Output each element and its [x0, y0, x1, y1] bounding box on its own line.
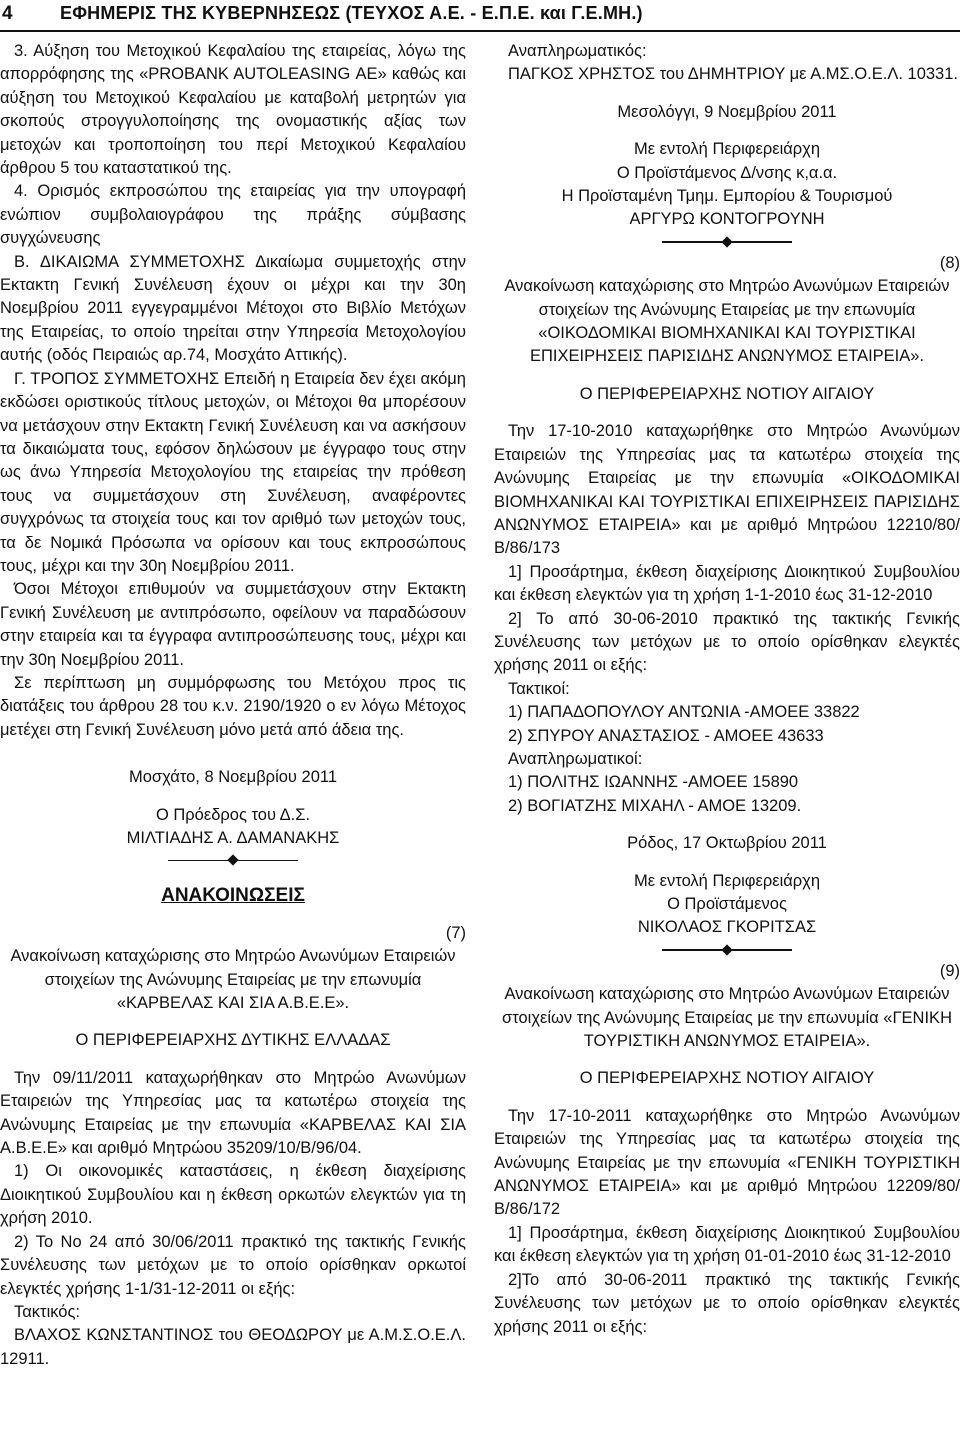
header-rule [0, 30, 960, 32]
notice-paragraph: 2) Το Νο 24 από 30/06/2011 πρακτικό της τακτικής Γενικής Συνέλευσης των μετόχων με το οποίο ορίσθηκαν ορκωτοί ελεγκτές χρήσης 1-1/31-12-2011 οι εξής: [0, 1232, 466, 1298]
page-number: 4 [2, 3, 13, 24]
notice-intro: Ανακοίνωση καταχώρισης στο Μητρώο Ανωνύμων Εταιρειών στοιχείων της Ανώνυμης Εταιρείας με την επωνυμία «ΟΙΚΟΔΟΜΙΚΑΙ ΒΙΟΜΗΧΑΝΙΚΑΙ ΚΑΙ ΤΟΥΡΙΣΤΙΚΑΙ ΕΠΙΧΕΙΡΗΣΕΙΣ ΠΑΡΙΣΙΔΗΣ ΑΝΩΝΥΜΟΣ ΕΤΑΙΡΕΙΑ». [504, 277, 950, 366]
notice-authority: Ο ΠΕΡΙΦΕΡΕΙΑΡΧΗΣ ΝΟΤΙΟΥ ΑΙΓΑΙΟΥ [579, 1069, 875, 1088]
left-column [0, 40, 466, 1371]
alternate-auditor: ΠΑΓΚΟΣ ΧΡΗΣΤΟΣ του ΔΗΜΗΤΡΙΟΥ με Α.ΜΣ.Ο.Ε.Λ. 10331. [508, 65, 958, 84]
separator-diamond [0, 850, 466, 870]
participation-method: Γ. ΤΡΟΠΟΣ ΣΥΜΜΕΤΟΧΗΣ Επειδή η Εταιρεία δεν έχει ακόμη εκδώσει οριστικούς τίτλους μετοχών, οι Μέτοχοι θα μπορέσουν να μετάσχουν στην Εκτακτη Γενική Συνέλευση και να ασκήσουν τα δικαιώματα τους, εφόσον δηλώσουν με έγγραφο τους στην ως άνω Υπηρεσία Μετοχολογίου της εταιρείας την πρόθεση τους να συμμετάσχουν στη Συνέλευση, αναφέροντες συγχρόνως τα στοιχεία τους και τον αριθμό των μετοχών τους, τα δε Νομικά Πρόσωπα να ορίσουν και τους εκπροσώπους τους, μέχρι και την 30η Νοεμβρίου 2011. [0, 369, 466, 575]
regular-auditor: 1) ΠΑΠΑΔΟΠΟΥΛΟΥ ΑΝΤΩΝΙΑ -ΑΜΟΕΕ 33822 [508, 703, 860, 722]
notice-number: (7) [445, 923, 466, 942]
signature-role: Ο Πρόεδρος του Δ.Σ. [155, 805, 311, 824]
separator-diamond [494, 232, 960, 252]
agenda-item-3: 3. Αύξηση του Μετοχικού Κεφαλαίου της εταιρείας, λόγω της απορρόφησης της «PROBANK AUTOLEASING ΑΕ» καθώς και αύξηση του Μετοχικού Κεφαλαίου με καταβολή μετρητών για σκοπούς στρογγυλοποίησης της ονομαστικής αξίας των μετοχών και τροποποίηση του περί Μετοχικού Κεφαλαίου άρθρου 5 του καταστατικού της. [0, 42, 466, 178]
gazette-title: ΕΦΗΜΕΡΙΣ ΤΗΣ ΚΥΒΕΡΝΗΣΕΩΣ (ΤΕΥΧΟΣ Α.Ε. - Ε.Π.Ε. και Γ.Ε.ΜΗ.) [60, 3, 643, 23]
participation-right: Β. ΔΙΚΑΙΩΜΑ ΣΥΜΜΕΤΟΧΗΣ Δικαίωμα συμμετοχής στην Εκτακτη Γενική Συνέλευση έχουν οι μέχρι και την 30η Νοεμβρίου 2011 εγγεγραμμένοι Μέτοχοι στο Βιβλίο Μετόχων της Εταιρείας, το οποίο τηρείται στην Υπηρεσία Μετοχολογίου αυτής (οδός Πειραιώς αρ.74, Μοσχάτο Αττικής). [0, 252, 466, 365]
notice-number: (9) [939, 961, 960, 980]
regular-auditor: ΒΛΑΧΟΣ ΚΩΝΣΤΑΝΤΙΝΟΣ του ΘΕΟΔΩΡΟΥ με Α.Μ.Σ.Ο.Ε.Λ. 12911. [0, 1326, 466, 1368]
signature-line: Η Προϊσταμένη Τμημ. Εμπορίου & Τουρισμού [561, 187, 893, 206]
agenda-item-4: 4. Ορισμός εκπροσώπου της εταιρείας για την υπογραφή ενώπιον συμβολαιογράφου της πράξης σύμβασης συγχώνευσης [0, 182, 466, 248]
alternate-auditor-label: Αναπληρωματικός: [508, 42, 647, 60]
notice-intro: Ανακοίνωση καταχώρισης στο Μητρώο Ανωνύμων Εταιρειών στοιχείων της Ανώνυμης Εταιρείας με την επωνυμία «ΚΑΡΒΕΛΑΣ ΚΑΙ ΣΙΑ Α.Β.Ε.Ε». [10, 947, 456, 1013]
signature-line: Ο Προϊστάμενος [667, 895, 787, 913]
signature-line: Ο Προϊστάμενος Δ/νσης κ,α.α. [616, 163, 838, 182]
notice-authority: Ο ΠΕΡΙΦΕΡΕΙΑΡΧΗΣ ΝΟΤΙΟΥ ΑΙΓΑΙΟΥ [579, 384, 875, 403]
notice-paragraph: Την 17-10-2010 καταχωρήθηκε στο Μητρώο Ανωνύμων Εταιρειών της Υπηρεσίας μας τα κατωτέρω στοιχεία της Ανώνυμης Εταιρείας με την επωνυμία «ΟΙΚΟΔΟΜΙΚΑΙ ΒΙΟΜΗΧΑΝΙΚΑΙ ΚΑΙ ΤΟΥΡΙΣΤΙΚΑΙ ΕΠΙΧΕΙΡΗΣΕΙΣ ΠΑΡΙΣΙΔΗΣ ΑΝΩΝΥΜΟΣ ΕΤΑΙΡΕΙΑ» και με αριθμό Μητρώου 12210/80/Β/86/173 [494, 422, 960, 558]
notice-intro: Ανακοίνωση καταχώρισης στο Μητρώο Ανωνύμων Εταιρειών στοιχείων της Ανώνυμης Εταιρείας με την επωνυμία «ΓΕΝΙΚΗ ΤΟΥΡΙΣΤΙΚΗ ΑΝΩΝΥΜΟΣ ΕΤΑΙΡΕΙΑ». [502, 985, 952, 1051]
signature-line: Με εντολή Περιφερειάρχη [634, 140, 820, 159]
notice-paragraph: Την 17-10-2011 καταχωρήθηκε στο Μητρώο Ανωνύμων Εταιρειών της Υπηρεσίας μας τα κατωτέρω στοιχεία της Ανώνυμης Εταιρείας με την επωνυμία «ΓΕΝΙΚΗ ΤΟΥΡΙΣΤΙΚΗ ΑΝΩΝΥΜΟΣ ΕΤΑΙΡΕΙΑ» και με αριθμό Μητρώου 12209/80/Β/86/172 [494, 1106, 960, 1219]
regular-auditor-label: Τακτικός: [14, 1302, 80, 1321]
right-column [494, 40, 960, 1339]
alternate-auditor: 1) ΠΟΛΙΤΗΣ ΙΩΑΝΝΗΣ -ΑΜΟΕΕ 15890 [508, 773, 799, 792]
separator-diamond [494, 940, 960, 960]
signature-name: ΑΡΓΥΡΩ ΚΟΝΤΟΓΡΟΥΝΗ [629, 210, 825, 229]
notice-authority: Ο ΠΕΡΙΦΕΡΕΙΑΡΧΗΣ ΔΥΤΙΚΗΣ ΕΛΛΑΔΑΣ [75, 1031, 391, 1050]
alternate-auditors-label: Αναπληρωματικοί: [508, 749, 643, 768]
notice-paragraph: 1) Οι οικονομικές καταστάσεις, η έκθεση διαχείρισης Διοικητικού Συμβουλίου και η έκθεση ορκωτών ελεγκτών για τη χρήση 2010. [0, 1162, 466, 1228]
regular-auditor: 2) ΣΠΥΡΟΥ ΑΝΑΣΤΑΣΙΟΣ - ΑΜΟΕΕ 43633 [508, 726, 824, 745]
signature-line: Με εντολή Περιφερειάρχη [634, 871, 820, 890]
notice-paragraph: 1] Προσάρτημα, έκθεση διαχείρισης Διοικητικού Συμβουλίου και έκθεση ελεγκτών για τη χρήση 01-01-2010 έως 31-12-2010 [494, 1223, 960, 1266]
regular-auditors-label: Τακτικοί: [508, 679, 570, 698]
proxy-paragraph: Όσοι Μέτοχοι επιθυμούν να συμμετάσχουν στην Εκτακτη Γενική Συνέλευση με αντιπρόσωπο, οφείλουν να παραδώσουν στην εταιρεία και τα έγγραφα αντιπροσώπευσης τους, μέχρι και την 30η Νοεμβρίου 2011. [0, 580, 466, 669]
notice-paragraph: 2] Το από 30-06-2010 πρακτικό της τακτικής Γενικής Συνέλευσης των μετόχων με το οποίο ορίσθηκαν ελεγκτές χρήσης 2011 οι εξής: [494, 609, 960, 675]
non-compliance-paragraph: Σε περίπτωση μη συμμόρφωσης του Μετόχου προς τις διατάξεις του άρθρου 28 του κ.ν. 2190/1920 ο εν λόγω Μέτοχος μετέχει στη Γενική Συνέλευση μόνο μετά από άδεια της. [0, 673, 466, 739]
notice-paragraph: Την 09/11/2011 καταχωρήθηκαν στο Μητρώο Ανωνύμων Εταιρειών της Υπηρεσίας μας τα κατωτέρω στοιχεία της Ανώνυμης Εταιρείας με την επωνυμία «ΚΑΡΒΕΛΑΣ ΚΑΙ ΣΙΑ Α.Β.Ε.Ε» και αριθμό Μητρώου 35209/10/Β/96/04. [0, 1068, 466, 1158]
notice-paragraph: 2]Το από 30-06-2011 πρακτικό της τακτικής Γενικής Συνέλευσης των μετόχων με το οποίο ορίσθηκαν ελεγκτές χρήσης 2011 οι εξής: [494, 1270, 960, 1336]
signature-place-date: Μοσχάτο, 8 Νοεμβρίου 2011 [128, 768, 337, 787]
signature-name: ΝΙΚΟΛΑΟΣ ΓΚΟΡΙΤΣΑΣ [637, 918, 817, 937]
alternate-auditor: 2) ΒΟΓΙΑΤΖΗΣ ΜΙΧΑΗΛ - ΑΜΟΕ 13209. [508, 796, 802, 815]
signature-place-date: Μεσολόγγι, 9 Νοεμβρίου 2011 [617, 102, 837, 121]
signature-place-date: Ρόδος, 17 Οκτωβρίου 2011 [627, 834, 827, 853]
signature-name: ΜΙΛΤΙΑΔΗΣ Α. ΔΑΜΑΝΑΚΗΣ [126, 829, 340, 847]
page-header [0, 0, 960, 30]
notice-number: (8) [939, 253, 960, 272]
notice-paragraph: 1] Προσάρτημα, έκθεση διαχείρισης Διοικητικού Συμβουλίου και έκθεση ελεγκτών για τη χρήση 1-1-2010 έως 31-12-2010 [494, 562, 960, 605]
section-title: ΑΝΑΚΟΙΝΩΣΕΙΣ [161, 885, 305, 907]
